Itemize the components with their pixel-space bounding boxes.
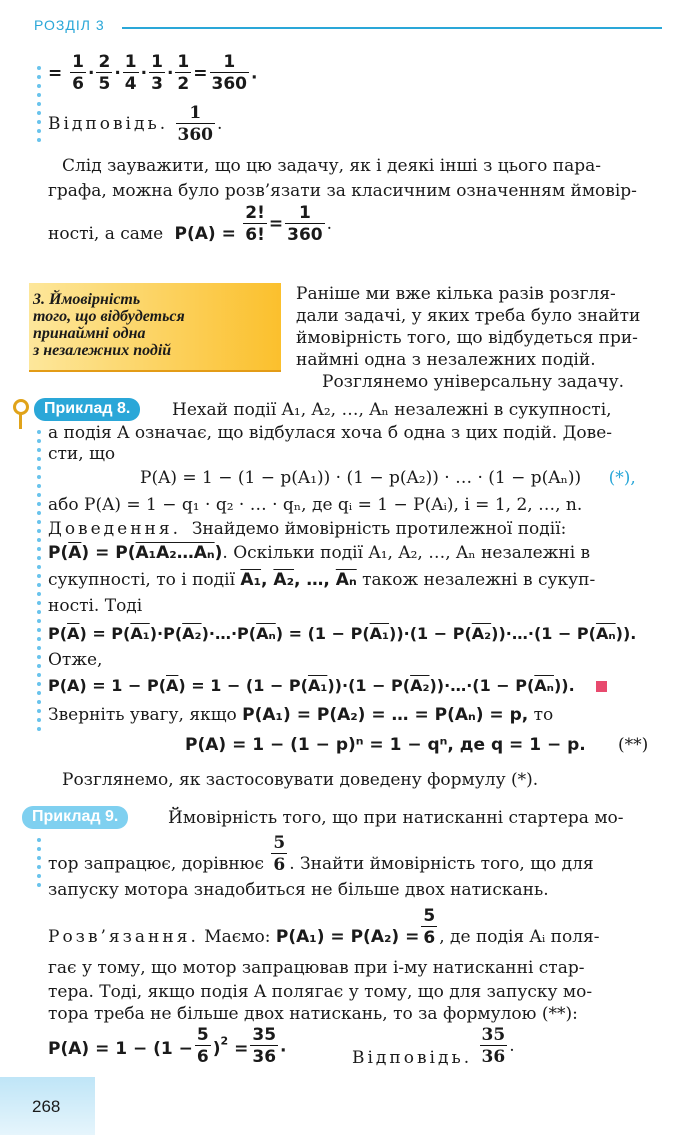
box-line-4: з незалежних подій bbox=[33, 342, 172, 359]
note-prefix: ності, а саме bbox=[48, 224, 164, 244]
formula-double-star-tag: (**) bbox=[618, 735, 649, 755]
equals-sign: = bbox=[48, 63, 63, 84]
section-header: РОЗДІЛ 3 bbox=[34, 17, 105, 33]
ex8-line-1: Нехай події A₁, A₂, …, Aₙ незалежні в сукупності, bbox=[172, 400, 612, 420]
ex8-line-7: сукупності, то і події A₁, A₂, …, $\overline{A_n}$ також незалежні в сукуп- bbox=[48, 570, 596, 590]
margin-dots-example8 bbox=[37, 430, 41, 736]
ex8-product-formula: $P(\overline{A})$ = $P(A_1)\cdot P(A_2)\cdot\dots\cdot P(\overline{A_n}) = (1 - P(A_1))\cdot(1$ − P(A₂))·…·(1 − $P(\overline{A_n})$). bbox=[48, 624, 637, 643]
intro-line-5: Розглянемо універсальну задачу. bbox=[322, 372, 625, 392]
margin-dots-example9 bbox=[37, 838, 41, 892]
note-line-3: ності, а саме P(A) = $\frac{2!}{6!}$ = $\frac{1}{360}$ . bbox=[48, 203, 333, 245]
example-9-badge: Приклад 9. bbox=[22, 806, 128, 829]
ex8-proof bbox=[48, 519, 566, 539]
ex9-answer: Відповідь. $\frac{35}{36}$ . bbox=[352, 1025, 515, 1068]
answer-num: 1 bbox=[176, 103, 216, 124]
ex9-answer-label: Відповідь. bbox=[352, 1048, 473, 1068]
ex9-solution: Розв’язання. Маємо: P(A₁) = P(A₂) = $\frac{5}{6}$ , де подія Aᵢ поля- bbox=[48, 906, 600, 948]
ex9-sol-2: гає у тому, що мотор запрацював при i-му натисканні стар- bbox=[48, 958, 585, 978]
answer-1: Відповідь. $\frac{1}{360}$ . bbox=[48, 103, 223, 145]
example-8-badge: Приклад 8. bbox=[34, 398, 140, 421]
ex9-line2a: тор запрацює, дорівнює bbox=[48, 854, 264, 874]
line6-rest: . Оскільки події A₁, A₂, …, Aₙ незалежні в bbox=[222, 543, 591, 563]
margin-dots-top bbox=[37, 66, 41, 147]
prob-num: 5 bbox=[273, 833, 286, 853]
ex8-formula bbox=[140, 468, 636, 488]
ex8-line-6: $P(\overline{A})$ = P(A₁A₂…Aₙ). Оскільки події A₁, A₂, …, Aₙ незалежні в bbox=[48, 543, 591, 563]
box-line-1: 3. Ймовірність bbox=[33, 291, 141, 308]
page-number: 268 bbox=[32, 1097, 61, 1116]
ex9-sol-4: тора треба не більше двох натискань, то за формулою (**): bbox=[48, 1004, 578, 1024]
line7-rest: також незалежні в сукуп- bbox=[362, 570, 596, 590]
intro-line-3: ймовірність того, що відбудеться при- bbox=[296, 328, 638, 348]
ex8-line-8: ності. Тоді bbox=[48, 596, 143, 616]
final-num: 35 bbox=[252, 1025, 277, 1045]
note-line-2: графа, можна було розв’язати за класичним означенням ймовір- bbox=[48, 181, 637, 201]
ex8-formula-2 bbox=[185, 735, 586, 755]
intro-line-4: наймні одна з незалежних подій. bbox=[296, 350, 596, 370]
sol1a: Маємо: bbox=[204, 927, 271, 947]
ex8-result-formula: $P(A) = 1 - P(\overline{A}) = 1 - (1 - P(A_1))\cdot(1$ − P(A₂))·…·(1 − $P(\overline{A_n})$). bbox=[48, 676, 575, 695]
prob-den: 6 bbox=[273, 855, 286, 875]
ex9-line-2 bbox=[48, 833, 594, 876]
ex9-line2b: . Знайти ймовірність того, що для bbox=[289, 854, 594, 874]
ex9-line-3: запуску мотора знадобиться не більше двох натискань. bbox=[48, 880, 549, 900]
proof-label: Доведення. bbox=[48, 519, 182, 539]
answer-den: 360 bbox=[177, 125, 214, 145]
formula-star-tag: (*), bbox=[608, 468, 636, 488]
box-line-3: принаймні одна bbox=[33, 325, 146, 342]
key-icon bbox=[13, 399, 27, 429]
sol1b: , де подія Aᵢ поля- bbox=[439, 927, 600, 947]
ex8-line-4: або P(A) = 1 − q₁ · q₂ · … · qₙ, де qᵢ = 1 − P(Aᵢ), i = 1, 2, …, n. bbox=[48, 495, 583, 515]
note-line-1: Слід зауважити, що цю задачу, як і деякі інші з цього пара- bbox=[62, 156, 601, 176]
formula-double-star: P(A) = 1 − (1 − p)ⁿ = 1 − qⁿ, де q = 1 − p. bbox=[185, 735, 586, 755]
ex8-line-3: сти, що bbox=[48, 444, 116, 464]
intro-line-1: Раніше ми вже кілька разів розгля- bbox=[296, 284, 616, 304]
final-den: 36 bbox=[252, 1047, 277, 1067]
product-equation: = $\frac{1}{6}$ · $\frac{2}{5}$ · $\frac{1}{4}$ · $\frac{1}{3}$ · $\frac{1}{2}$ = $\frac{1}{360}$ . bbox=[48, 52, 258, 94]
ex8-attention bbox=[48, 705, 553, 725]
ex9-sol-3: тера. Тоді, якщо подія A полягає у тому, що для запуску мо- bbox=[48, 982, 593, 1002]
intro-line-2: дали задачі, у яких треба було знайти bbox=[296, 306, 641, 326]
ex8-after: Розглянемо, як застосовувати доведену формулу (*). bbox=[62, 770, 539, 790]
ex9-line-1: Ймовірність того, що при натисканні стартера мо- bbox=[168, 808, 624, 828]
box-line-2: того, що відбудеться bbox=[33, 308, 185, 325]
end-of-proof-icon bbox=[596, 681, 607, 692]
attention-eq: P(A₁) = P(A₂) = … = P(Aₙ) = p, bbox=[242, 705, 529, 725]
section-title-box bbox=[29, 283, 281, 372]
line7-text: сукупності, то і події bbox=[48, 570, 236, 590]
attention-text: Зверніть увагу, якщо bbox=[48, 705, 237, 725]
solution-label: Розв’язання. bbox=[48, 927, 199, 947]
ex8-therefore: Отже, bbox=[48, 650, 103, 670]
formula-star: P(A) = 1 − (1 − p(A₁)) · (1 − p(A₂)) · … · (1 − p(Aₙ)) bbox=[140, 468, 582, 488]
proof-text: Знайдемо ймовірність протилежної події: bbox=[191, 519, 567, 539]
answer-label: Відповідь. bbox=[48, 114, 169, 134]
attention-end: то bbox=[533, 705, 554, 725]
ex9-final-formula: P(A) = 1 − (1 − $\frac{5}{6}$ )$^2$ = $\frac{35}{36}$ . bbox=[48, 1025, 287, 1067]
header-rule bbox=[122, 27, 662, 29]
ex8-line-2: а подія A означає, що відбулася хоча б одна з цих подій. Дове- bbox=[48, 423, 613, 443]
